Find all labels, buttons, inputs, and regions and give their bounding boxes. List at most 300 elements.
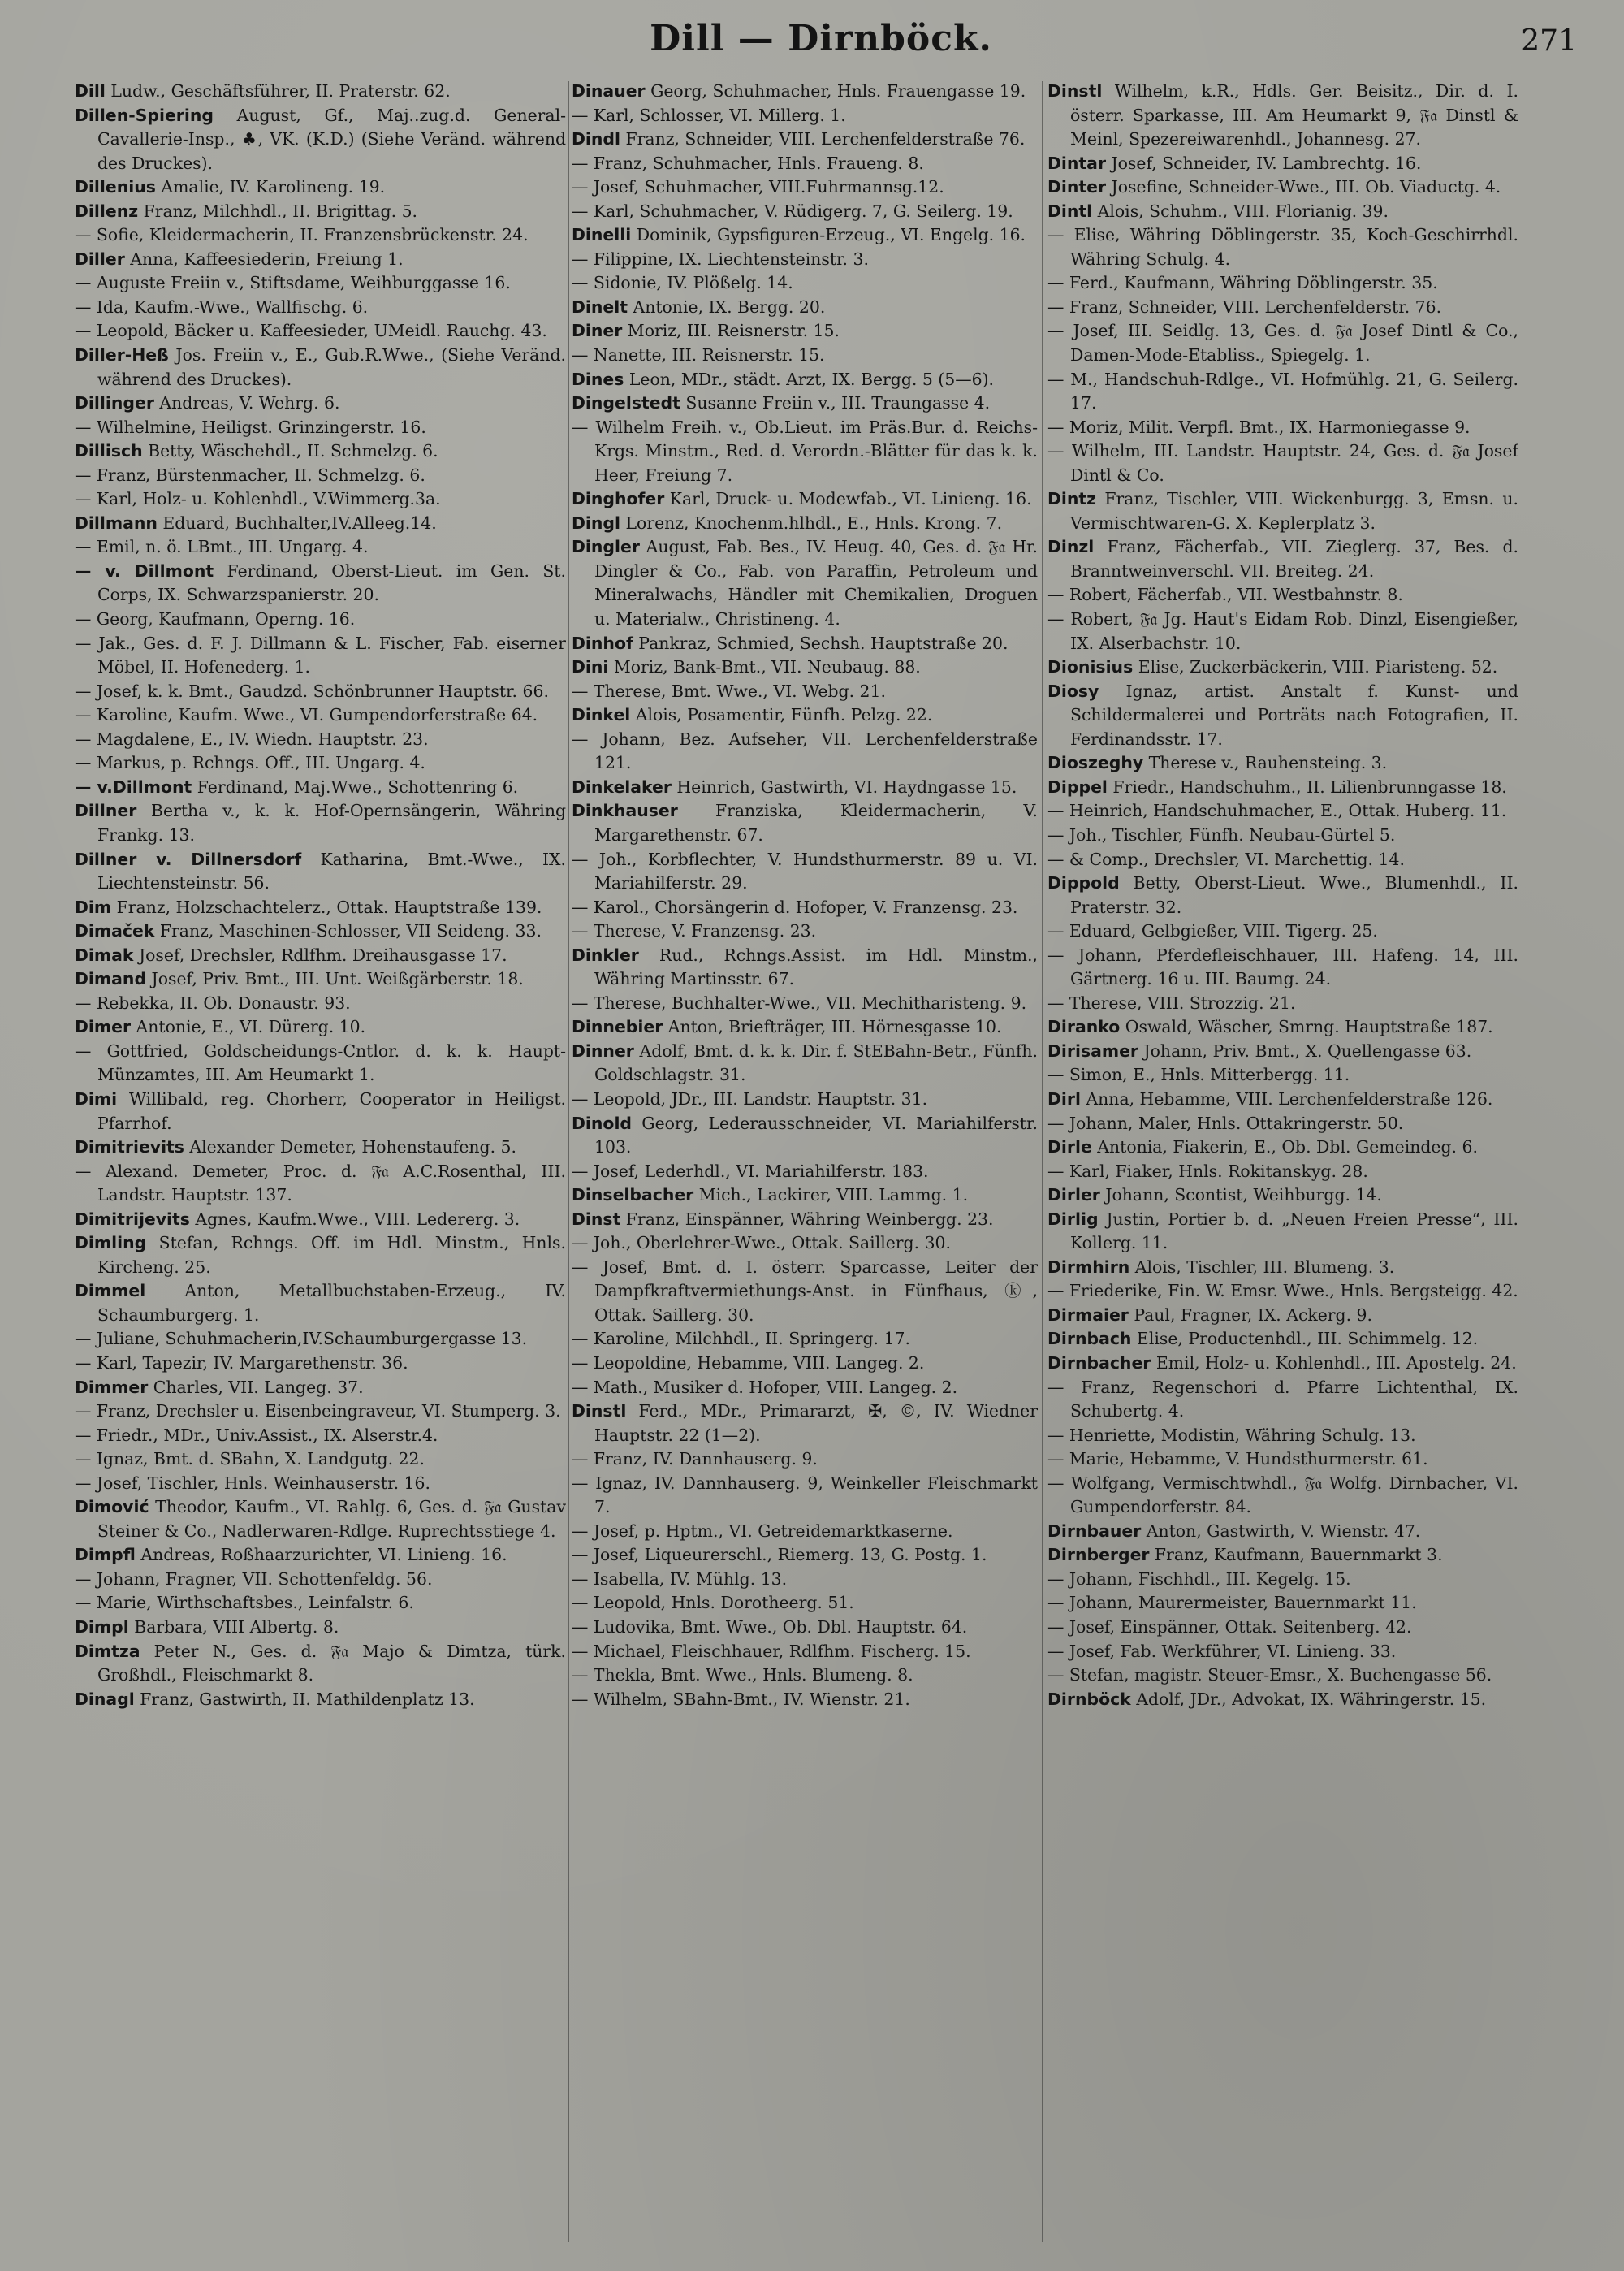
entry-surname: Dinghofer <box>572 489 665 509</box>
entry-details: — Eduard, Gelbgießer, VIII. Tigerg. 25. <box>1047 921 1378 941</box>
directory-entry <box>1047 680 1518 752</box>
entry-details: — Georg, Kaufmann, Operng. 16. <box>75 609 356 629</box>
directory-entry <box>572 1231 1038 1256</box>
entry-details: — Wolfgang, Vermischtwhdl., 𝔉𝔞 Wolfg. Dirnbacher, VI. Gumpendorferstr. 84. <box>1047 1473 1518 1517</box>
directory-entry <box>75 632 566 680</box>
entry-details: — Simon, E., Hnls. Mitterbergg. 11. <box>1047 1065 1350 1085</box>
directory-entry <box>572 535 1038 631</box>
directory-entry <box>572 848 1038 896</box>
entry-details: Elise, Zuckerbäckerin, VIII. Piaristeng. 52. <box>1133 657 1498 677</box>
directory-entry <box>1047 799 1518 824</box>
directory-entry <box>572 248 1038 272</box>
entry-details: — Robert, 𝔉𝔞 Jg. Haut's Eidam Rob. Dinzl, Eisengießer, IX. Alserbachstr. 10. <box>1047 609 1518 653</box>
directory-entry <box>572 1543 1038 1568</box>
entry-surname: Dirnbach <box>1047 1329 1132 1349</box>
entry-details: — Josef, Bmt. d. I. österr. Sparcasse, Leiter der Dampfkraftvermiethungs-Anst. in Fünfhaus, ⓚ, Ottak. Saillerg. 30. <box>572 1257 1038 1325</box>
entry-surname: Dimak <box>75 945 134 965</box>
directory-entry <box>75 319 566 344</box>
entry-surname: Dirnbacher <box>1047 1352 1151 1373</box>
entry-details: — Johann, Fischhdl., III. Kegelg. 15. <box>1047 1568 1351 1589</box>
directory-entry <box>75 896 566 920</box>
directory-entry <box>572 175 1038 200</box>
entry-details: — Josef, Schuhmacher, VIII.Fuhrmannsg.12. <box>572 177 944 197</box>
entry-details: — Emil, n. ö. LBmt., III. Ungarg. 4. <box>75 537 369 557</box>
entry-surname: Dingelstedt <box>572 393 680 413</box>
entry-surname: Dirnböck <box>1047 1689 1131 1709</box>
directory-entry <box>75 1231 566 1279</box>
entry-details: Therese v., Rauhensteing. 3. <box>1143 753 1388 773</box>
entry-details: — Leopold, JDr., III. Landstr. Hauptstr. 31. <box>572 1088 928 1109</box>
entry-details: Antonia, Fiakerin, E., Ob. Dbl. Gemeindeg. 6. <box>1091 1137 1478 1157</box>
entry-surname: Diranko <box>1047 1017 1121 1037</box>
directory-entry <box>75 944 566 968</box>
entry-surname: Dinauer <box>572 81 646 101</box>
directory-entry <box>1047 776 1518 800</box>
entry-surname: — v.Dillmont <box>75 776 192 797</box>
directory-entry <box>572 296 1038 320</box>
directory-entry <box>1047 1591 1518 1616</box>
entry-details: — Therese, Buchhalter-Wwe., VII. Mechitharisteng. 9. <box>572 993 1027 1013</box>
entry-details: — Karl, Holz- u. Kohlenhdl., V.Wimmerg.3a. <box>75 489 441 509</box>
entry-details: Ludw., Geschäftsführer, II. Praterstr. 62. <box>105 81 451 101</box>
entry-details: — Filippine, IX. Liechtensteinstr. 3. <box>572 249 869 269</box>
entry-surname: Dirnberger <box>1047 1545 1150 1565</box>
entry-details: Dominik, Gypsfiguren-Erzeug., VI. Engelg. 16. <box>631 225 1026 245</box>
entry-details: — Henriette, Modistin, Währing Schulg. 13. <box>1047 1425 1416 1445</box>
directory-entry <box>1047 535 1518 583</box>
entry-details: Eduard, Buchhalter,IV.Alleeg.14. <box>157 513 437 533</box>
entry-details: Willibald, reg. Chorherr, Cooperator in Heiligst. Pfarrhof. <box>97 1088 566 1133</box>
entry-details: Stefan, Rchngs. Off. im Hdl. Minstm., Hnls. Kircheng. 25. <box>97 1233 566 1277</box>
directory-entry <box>1047 487 1518 535</box>
entry-surname: Dirisamer <box>1047 1040 1138 1061</box>
entry-details: Franz, Maschinen-Schlosser, VII Seideng. 33. <box>154 921 542 941</box>
entry-details: — Josef, Lederhdl., VI. Mariahilferstr. 183. <box>572 1161 929 1181</box>
entry-details: Adolf, Bmt. d. k. k. Dir. f. StEBahn-Betr., Fünfh. Goldschlagstr. 31. <box>594 1040 1038 1085</box>
entry-surname: Dirlig <box>1047 1209 1099 1229</box>
directory-entry <box>75 1279 566 1327</box>
entry-details: — Johann, Maurermeister, Bauernmarkt 11. <box>1047 1593 1417 1613</box>
entry-details: Alois, Schuhm., VIII. Florianig. 39. <box>1092 201 1389 221</box>
directory-entry <box>1047 1568 1518 1592</box>
entry-details: — Wilhelm Freih. v., Ob.Lieut. im Präs.Bur. d. Reichs-Krgs. Minstm., Red. d. Verordn.-Blätter für das k. k. Heer, Freiung 7. <box>572 417 1038 485</box>
entry-surname: Diller <box>75 249 125 269</box>
directory-entry <box>572 944 1038 992</box>
entry-surname: Dingler <box>572 537 640 557</box>
entry-details: — Juliane, Schuhmacherin,IV.Schaumburgergasse 13. <box>75 1329 528 1349</box>
entry-details: — Moriz, Milit. Verpfl. Bmt., IX. Harmoniegasse 9. <box>1047 417 1471 437</box>
entry-details: — Franz, Schuhmacher, Hnls. Fraueng. 8. <box>572 153 924 173</box>
entry-details: Friedr., Handschuhm., II. Lilienbrunngasse 18. <box>1107 776 1507 797</box>
directory-entry <box>75 439 566 464</box>
directory-entry <box>75 487 566 512</box>
entry-details: Jos. Freiin v., E., Gub.R.Wwe., (Siehe Veränd. während des Druckes). <box>97 345 566 389</box>
directory-entry <box>1047 416 1518 440</box>
directory-entry <box>75 1495 566 1543</box>
entry-details: — Franz, IV. Dannhauserg. 9. <box>572 1449 818 1469</box>
entry-details: Franz, Tischler, VIII. Wickenburgg. 3, Emsn. u. Vermischtwaren-G. X. Keplerplatz 3. <box>1070 489 1518 533</box>
entry-details: August, Fab. Bes., IV. Heug. 40, Ges. d. 𝔉𝔞 Hr. Dingler & Co., Fab. von Paraffin, Petroleum und Mineralwachs, Händler mit Chemikalien, Droguen u. Materialw., Christineng. 4. <box>594 537 1038 629</box>
directory-entry <box>1047 1040 1518 1064</box>
directory-entry <box>75 848 566 896</box>
directory-entry <box>572 1352 1038 1376</box>
entry-details: — Robert, Fächerfab., VII. Westbahnstr. 8. <box>1047 585 1403 605</box>
entry-details: — Karl, Schuhmacher, V. Rüdigerg. 7, G. Seilerg. 19. <box>572 201 1013 221</box>
directory-entry <box>75 1399 566 1424</box>
entry-details: — Sidonie, IV. Plößelg. 14. <box>572 273 793 293</box>
directory-entry <box>1047 1520 1518 1544</box>
directory-entry <box>572 80 1038 104</box>
entry-details: — Therese, VIII. Strozzig. 21. <box>1047 993 1296 1013</box>
entry-details: Theodor, Kaufm., VI. Rahlg. 6, Ges. d. 𝔉𝔞 Gustav Steiner & Co., Nadlerwaren-Rdlge. Ruprechtsstiege 4. <box>97 1497 566 1541</box>
entry-surname: Dinelt <box>572 296 628 317</box>
directory-entry <box>572 632 1038 656</box>
entry-details: — Ludovika, Bmt. Wwe., Ob. Dbl. Hauptstr. 64. <box>572 1617 968 1637</box>
directory-entry <box>572 1112 1038 1160</box>
directory-entry <box>75 560 566 608</box>
entry-details: Katharina, Bmt.-Wwe., IX. Liechtensteinstr. 56. <box>97 849 566 893</box>
entry-details: — Elise, Währing Döblingerstr. 35, Koch-Geschirrhdl. Währing Schulg. 4. <box>1047 225 1518 269</box>
directory-entry <box>1047 751 1518 776</box>
entry-details: — Marie, Hebamme, V. Hundsthurmerstr. 61. <box>1047 1449 1428 1469</box>
directory-entry <box>1047 919 1518 944</box>
entry-details: Ferdinand, Maj.Wwe., Schottenring 6. <box>192 776 519 797</box>
entry-details: — Franz, Regenschori d. Pfarre Lichtenthal, IX. Schubertg. 4. <box>1047 1377 1518 1421</box>
entry-details: Agnes, Kaufm.Wwe., VIII. Ledererg. 3. <box>189 1209 520 1229</box>
entry-details: Anna, Kaffeesiederin, Freiung 1. <box>124 249 404 269</box>
entry-details: — Therese, Bmt. Wwe., VI. Webg. 21. <box>572 681 886 701</box>
entry-details: Alois, Posamentir, Fünfh. Pelzg. 22. <box>630 705 933 725</box>
entry-surname: Dimmel <box>75 1281 146 1301</box>
directory-entry <box>1047 1208 1518 1256</box>
entry-details: Betty, Oberst-Lieut. Wwe., Blumenhdl., II. Praterstr. 32. <box>1070 873 1518 917</box>
entry-surname: Dioszeghy <box>1047 753 1144 773</box>
directory-entry <box>1047 944 1518 992</box>
directory-column-1 <box>75 80 566 2248</box>
directory-entry <box>1047 1279 1518 1304</box>
entry-surname: Dionisius <box>1047 657 1134 677</box>
entry-details: Charles, VII. Langeg. 37. <box>148 1377 364 1397</box>
directory-entry <box>572 1327 1038 1352</box>
directory-entry <box>75 535 566 560</box>
entry-surname: Dindl <box>572 129 621 149</box>
entry-details: — Leopold, Bäcker u. Kaffeesieder, UMeidl. Rauchg. 43. <box>75 321 547 341</box>
entry-details: — Josef, Einspänner, Ottak. Seitenberg. 42. <box>1047 1617 1412 1637</box>
directory-entry <box>1047 1088 1518 1112</box>
directory-entry <box>572 1663 1038 1688</box>
entry-surname: Dinkelaker <box>572 776 672 797</box>
entry-details: — Friedr., MDr., Univ.Assist., IX. Alserstr.4. <box>75 1425 438 1445</box>
directory-entry <box>75 1088 566 1136</box>
entry-surname: Dimpl <box>75 1617 129 1637</box>
entry-details: Alexander Demeter, Hohenstaufeng. 5. <box>184 1137 516 1157</box>
directory-entry <box>75 728 566 752</box>
entry-details: Franz, Einspänner, Währing Weinbergg. 23. <box>620 1209 994 1229</box>
entry-details: — Math., Musiker d. Hofoper, VIII. Langeg. 2. <box>572 1377 958 1397</box>
entry-details: Franziska, Kleidermacherin, V. Margarethenstr. 67. <box>594 801 1038 845</box>
entry-surname: Dirmaier <box>1047 1304 1129 1325</box>
directory-entry <box>75 1376 566 1400</box>
entry-surname: Dim <box>75 897 112 917</box>
directory-entry <box>572 992 1038 1016</box>
directory-entry <box>572 1376 1038 1400</box>
entry-surname: Dimitrijevits <box>75 1209 190 1229</box>
directory-entry <box>572 680 1038 704</box>
entry-details: — Karl, Fiaker, Hnls. Rokitanskyg. 28. <box>1047 1161 1368 1181</box>
entry-details: August, Gf., Maj..zug.d. General-Cavallerie-Insp., ♣, VK. (K.D.) (Siehe Veränd. während des Druckes). <box>97 105 566 173</box>
entry-details: — Karol., Chorsängerin d. Hofoper, V. Franzensg. 23. <box>572 897 1018 917</box>
entry-surname: Dintz <box>1047 489 1097 509</box>
entry-details: — Karl, Schlosser, VI. Millerg. 1. <box>572 105 846 125</box>
entry-details: — Franz, Bürstenmacher, II. Schmelzg. 6. <box>75 465 425 485</box>
directory-entry <box>75 391 566 416</box>
entry-surname: Dinkler <box>572 945 639 965</box>
entry-details: Franz, Schneider, VIII. Lerchenfelderstraße 76. <box>620 129 1026 149</box>
entry-details: Peter N., Ges. d. 𝔉𝔞 Majo & Dimtza, türk. Großhdl., Fleischmarkt 8. <box>97 1641 566 1685</box>
entry-details: Heinrich, Gastwirth, VI. Haydngasse 15. <box>671 776 1017 797</box>
directory-entry <box>572 1088 1038 1112</box>
entry-details: — Thekla, Bmt. Wwe., Hnls. Blumeng. 8. <box>572 1665 914 1685</box>
entry-details: — Nanette, III. Reisnerstr. 15. <box>572 345 825 366</box>
entry-surname: Dini <box>572 657 609 677</box>
directory-entry <box>1047 271 1518 296</box>
entry-details: Franz, Gastwirth, II. Mathildenplatz 13. <box>134 1689 475 1709</box>
directory-entry <box>1047 1160 1518 1184</box>
entry-surname: Dimović <box>75 1497 149 1517</box>
entry-surname: Dillenius <box>75 177 156 197</box>
entry-surname: Dillmann <box>75 513 158 533</box>
directory-entry <box>75 919 566 944</box>
entry-details: — Leopoldine, Hebamme, VIII. Langeg. 2. <box>572 1352 925 1373</box>
column-divider <box>568 81 569 2242</box>
directory-entry <box>75 223 566 248</box>
entry-details: — Josef, k. k. Bmt., Gaudzd. Schönbrunner Hauptstr. 66. <box>75 681 549 701</box>
entry-surname: Diner <box>572 321 623 341</box>
entry-surname: Dimitrievits <box>75 1137 184 1157</box>
directory-entry <box>75 1591 566 1616</box>
entry-details: Josef, Drechsler, Rdlfhm. Dreihausgasse 17. <box>133 945 508 965</box>
directory-entry <box>75 1568 566 1592</box>
entry-details: — & Comp., Drechsler, VI. Marchettig. 14. <box>1047 849 1405 869</box>
entry-details: Franz, Milchhdl., II. Brigittag. 5. <box>138 201 418 221</box>
directory-entry <box>1047 1663 1518 1688</box>
directory-entry <box>75 271 566 296</box>
entry-surname: Dimpfl <box>75 1545 136 1565</box>
directory-entry <box>1047 608 1518 655</box>
directory-entry <box>1047 175 1518 200</box>
entry-surname: Dinagl <box>75 1689 135 1709</box>
directory-entry <box>1047 152 1518 176</box>
directory-entry <box>75 200 566 224</box>
directory-column-3 <box>1047 80 1518 2248</box>
directory-entry <box>572 1568 1038 1592</box>
directory-entry <box>572 1208 1038 1232</box>
entry-surname: Dinstl <box>572 1401 627 1421</box>
entry-details: Karl, Druck- u. Modewfab., VI. Linieng. 16. <box>664 489 1032 509</box>
entry-surname: Dinold <box>572 1113 633 1133</box>
directory-entry <box>75 1208 566 1232</box>
entry-details: — Marie, Wirthschaftsbes., Leinfalstr. 6. <box>75 1593 414 1613</box>
entry-surname: Dimtza <box>75 1641 140 1661</box>
entry-surname: Dinselbacher <box>572 1185 694 1205</box>
directory-entry <box>572 344 1038 368</box>
directory-entry <box>572 319 1038 344</box>
entry-details: Johann, Scontist, Weihburgg. 14. <box>1099 1185 1382 1205</box>
directory-entry <box>1047 1688 1518 1712</box>
entry-details: — Heinrich, Handschuhmacher, E., Ottak. Huberg. 11. <box>1047 801 1507 821</box>
entry-details: — Josef, Liqueurerschl., Riemerg. 13, G. Postg. 1. <box>572 1545 987 1565</box>
directory-entry <box>75 992 566 1016</box>
directory-entry <box>572 1640 1038 1664</box>
entry-details: Mich., Lackirer, VIII. Lammg. 1. <box>693 1185 969 1205</box>
directory-entry <box>1047 1304 1518 1328</box>
entry-details: Anton, Metallbuchstaben-Erzeug., IV. Schaumburgerg. 1. <box>97 1281 566 1325</box>
directory-entry <box>572 416 1038 488</box>
entry-details: Georg, Schuhmacher, Hnls. Frauengasse 19. <box>645 81 1026 101</box>
entry-details: — Josef, Tischler, Hnls. Weinhauserstr. 16. <box>75 1473 430 1493</box>
entry-surname: Dippel <box>1047 776 1108 797</box>
entry-details: Bertha v., k. k. Hof-Opernsängerin, Währing Frankg. 13. <box>97 801 566 845</box>
entry-surname: Dillen-Spiering <box>75 105 214 125</box>
directory-entry <box>1047 583 1518 608</box>
directory-entry <box>1047 1376 1518 1424</box>
entry-details: — Ignaz, IV. Dannhauserg. 9, Weinkeller Fleischmarkt 7. <box>572 1473 1038 1517</box>
entry-details: Anton, Briefträger, III. Hörnesgasse 10. <box>663 1017 1002 1037</box>
entry-details: — Josef, Fab. Werkführer, VI. Linieng. 33. <box>1047 1641 1397 1661</box>
entry-details: Johann, Priv. Bmt., X. Quellengasse 63. <box>1138 1040 1472 1061</box>
entry-details: Alois, Tischler, III. Blumeng. 3. <box>1129 1257 1395 1277</box>
directory-entry <box>75 512 566 536</box>
entry-surname: Dinhof <box>572 633 633 653</box>
directory-entry <box>75 1543 566 1568</box>
directory-entry <box>1047 1640 1518 1664</box>
entry-details: — Gottfried, Goldscheidungs-Cntlor. d. k. k. Haupt-Münzamtes, III. Am Heumarkt 1. <box>75 1040 566 1085</box>
entry-surname: Dimmer <box>75 1377 149 1397</box>
entry-details: Josef, Priv. Bmt., III. Unt. Weißgärberstr. 18. <box>146 969 524 989</box>
entry-details: Emil, Holz- u. Kohlenhdl., III. Apostelg. 24. <box>1151 1352 1517 1373</box>
directory-entry <box>572 487 1038 512</box>
entry-surname: Dirnbauer <box>1047 1520 1142 1541</box>
entry-details: Franz, Kaufmann, Bauernmarkt 3. <box>1149 1545 1443 1565</box>
directory-entry <box>75 104 566 176</box>
entry-surname: Dintar <box>1047 153 1106 173</box>
entry-details: Georg, Lederausschneider, VI. Mariahilferstr. 103. <box>594 1113 1038 1157</box>
directory-entry <box>1047 1424 1518 1448</box>
entry-details: Adolf, JDr., Advokat, IX. Währingerstr. 15. <box>1130 1689 1487 1709</box>
entry-details: — Wilhelm, SBahn-Bmt., IV. Wienstr. 21. <box>572 1689 910 1709</box>
entry-surname: Dinkel <box>572 705 631 725</box>
directory-entry <box>75 464 566 488</box>
entry-details: Moriz, Bank-Bmt., VII. Neubaug. 88. <box>608 657 921 677</box>
entry-details: Justin, Portier b. d. „Neuen Freien Presse“, III. Kollerg. 11. <box>1070 1209 1518 1253</box>
page-title: Dill — Dirnböck. <box>650 18 992 59</box>
directory-entry <box>75 1424 566 1448</box>
entry-details: — Therese, V. Franzensg. 23. <box>572 921 817 941</box>
directory-entry <box>572 271 1038 296</box>
entry-details: — Johann, Maler, Hnls. Ottakringerstr. 50. <box>1047 1113 1404 1133</box>
directory-entry <box>1047 848 1518 872</box>
entry-details: Pankraz, Schmied, Sechsh. Hauptstraße 20. <box>633 633 1009 653</box>
entry-details: — Joh., Oberlehrer-Wwe., Ottak. Saillerg. 30. <box>572 1233 951 1253</box>
directory-entry <box>75 1327 566 1352</box>
directory-entry <box>1047 1256 1518 1280</box>
directory-entry <box>1047 223 1518 271</box>
entry-details: Antonie, E., VI. Dürerg. 10. <box>131 1017 366 1037</box>
entry-surname: Dinter <box>1047 177 1107 197</box>
directory-entry <box>572 799 1038 847</box>
directory-entry <box>1047 1616 1518 1640</box>
directory-entry <box>75 799 566 847</box>
entry-details: — Karoline, Kaufm. Wwe., VI. Gumpendorferstraße 64. <box>75 705 538 725</box>
directory-entry <box>75 416 566 440</box>
directory-entry <box>75 1015 566 1040</box>
entry-details: Wilhelm, k.R., Hdls. Ger. Beisitz., Dir. d. I. österr. Sparkasse, III. Am Heumarkt 9, 𝔉𝔞 Dinstl & Meinl, Spezereiwarenhdl., Johannesg. 27. <box>1070 81 1518 149</box>
directory-entry <box>1047 1136 1518 1160</box>
entry-details: — Joh., Tischler, Fünfh. Neubau-Gürtel 5. <box>1047 824 1396 845</box>
directory-entry <box>1047 368 1518 416</box>
directory-entry <box>572 1447 1038 1472</box>
directory-entry <box>75 1352 566 1376</box>
directory-entry <box>1047 1063 1518 1088</box>
entry-details: Anna, Hebamme, VIII. Lerchenfelderstraße 126. <box>1080 1088 1493 1109</box>
directory-entry <box>572 1591 1038 1616</box>
directory-entry <box>572 223 1038 248</box>
entry-details: — Franz, Schneider, VIII. Lerchenfelderstr. 76. <box>1047 296 1442 317</box>
directory-entry <box>1047 992 1518 1016</box>
entry-surname: Dillner <box>75 801 137 821</box>
entry-details: — M., Handschuh-Rdlge., VI. Hofmühlg. 21, G. Seilerg. 17. <box>1047 369 1518 413</box>
directory-entry <box>1047 1015 1518 1040</box>
entry-details: — Franz, Drechsler u. Eisenbeingraveur, VI. Stumperg. 3. <box>75 1401 561 1421</box>
entry-details: Betty, Wäschehdl., II. Schmelzg. 6. <box>142 441 438 461</box>
directory-entry <box>572 728 1038 776</box>
directory-entry <box>75 1640 566 1688</box>
entry-details: — Sofie, Kleidermacherin, II. Franzensbrückenstr. 24. <box>75 225 529 245</box>
directory-entry <box>75 175 566 200</box>
entry-surname: — v. Dillmont <box>75 560 214 581</box>
entry-details: Susanne Freiin v., III. Traungasse 4. <box>680 393 991 413</box>
entry-details: Paul, Fragner, IX. Ackerg. 9. <box>1128 1304 1373 1325</box>
directory-entry <box>75 680 566 704</box>
entry-surname: Dirmhirn <box>1047 1257 1130 1277</box>
directory-entry <box>75 1160 566 1208</box>
entry-details: — Ferd., Kaufmann, Währing Döblingerstr. 35. <box>1047 273 1438 293</box>
entry-details: Andreas, V. Wehrg. 6. <box>153 393 340 413</box>
entry-surname: Dillinger <box>75 393 154 413</box>
entry-details: Anton, Gastwirth, V. Wienstr. 47. <box>1141 1520 1421 1541</box>
entry-details: — Friederike, Fin. W. Emsr. Wwe., Hnls. Bergsteigg. 42. <box>1047 1281 1518 1301</box>
entry-details: Ignaz, artist. Anstalt f. Kunst- und Schildermalerei und Porträts nach Fotografien, II. Ferdinandsstr. 17. <box>1070 681 1518 749</box>
directory-entry <box>572 896 1038 920</box>
entry-details: — Markus, p. Rchngs. Off., III. Ungarg. 4. <box>75 753 425 773</box>
entry-surname: Dingl <box>572 513 621 533</box>
directory-entry <box>572 200 1038 224</box>
page-number: 271 <box>1521 24 1577 58</box>
column-divider <box>1042 81 1043 2242</box>
directory-entry <box>572 1399 1038 1447</box>
entry-surname: Dirler <box>1047 1185 1100 1205</box>
entry-details: Franz, Holzschachtelerz., Ottak. Hauptstraße 139. <box>111 897 542 917</box>
directory-entry <box>572 1183 1038 1208</box>
entry-surname: Dillner v. Dillnersdorf <box>75 849 302 869</box>
entry-surname: Dirl <box>1047 1088 1081 1109</box>
directory-entry <box>1047 1183 1518 1208</box>
entry-surname: Dippold <box>1047 873 1120 893</box>
entry-surname: Dimaček <box>75 921 155 941</box>
directory-entry <box>1047 1112 1518 1136</box>
entry-surname: Dintl <box>1047 201 1093 221</box>
entry-details: Ferdinand, Oberst-Lieut. im Gen. St. Corps, IX. Schwarzspanierstr. 20. <box>97 560 566 605</box>
